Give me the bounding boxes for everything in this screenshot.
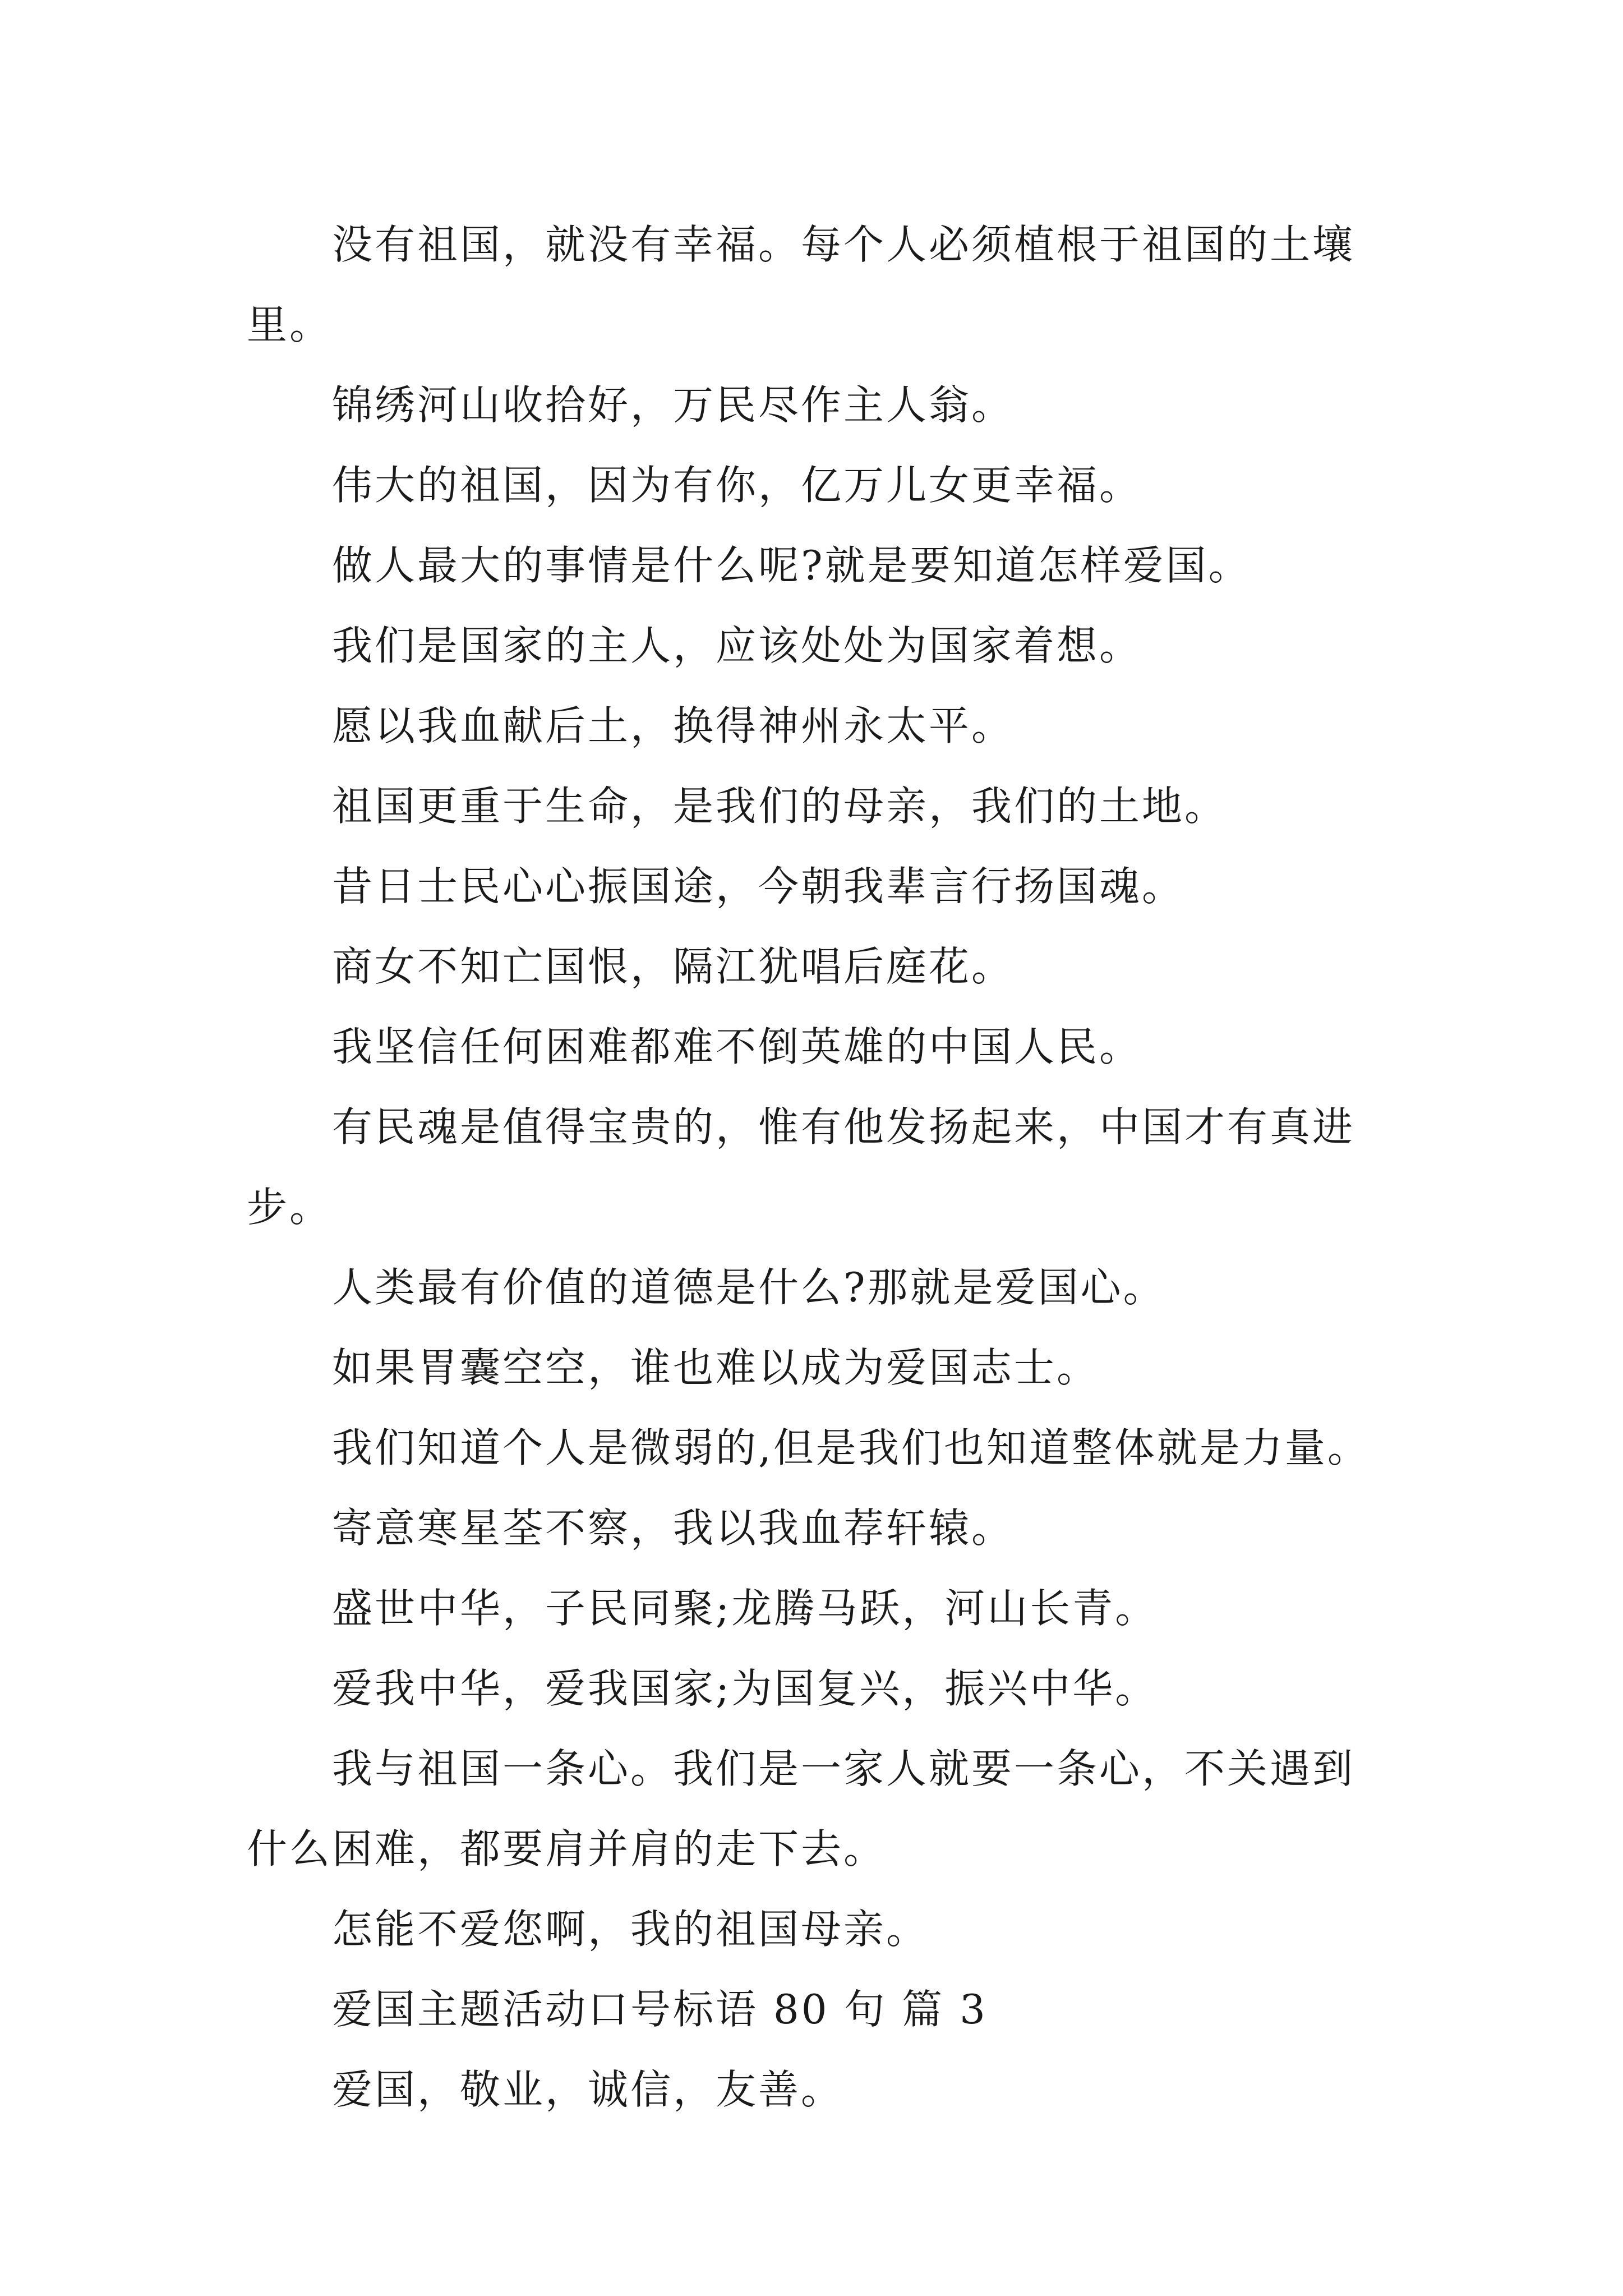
paragraph: 我与祖国一条心。我们是一家人就要一条心，不关遇到什么困难，都要肩并肩的走下去。 [247,1745,1355,1872]
paragraph: 如果胃囊空空，谁也难以成为爱国志士。 [332,1344,1100,1391]
section-heading: 爱国主题活动口号标语 80 句 篇 3 [332,1986,988,2033]
paragraph: 昔日士民心心振国途，今朝我辈言行扬国魂。 [332,863,1185,910]
paragraph: 商女不知亡国恨，隔江犹唱后庭花。 [332,943,1015,990]
paragraph: 盛世中华，子民同聚;龙腾马跃，河山长青。 [332,1585,1158,1632]
paragraph: 我们知道个人是微弱的,但是我们也知道整体就是力量。 [332,1424,1370,1471]
paragraph: 有民魂是值得宝贵的，惟有他发扬起来，中国才有真进步。 [247,1103,1355,1231]
paragraph: 锦绣河山收拾好，万民尽作主人翁。 [332,381,1015,429]
paragraph: 爱国，敬业，诚信，友善。 [332,2066,844,2113]
paragraph: 做人最大的事情是什么呢?就是要知道怎样爱国。 [332,542,1251,589]
paragraph: 人类最有价值的道德是什么?那就是爱国心。 [332,1264,1166,1311]
paragraph: 伟大的祖国，因为有你，亿万儿女更幸福。 [332,462,1142,509]
paragraph: 怎能不爱您啊，我的祖国母亲。 [332,1906,929,1953]
paragraph: 没有祖国，就没有幸福。每个人必须植根于祖国的土壤里。 [247,221,1355,348]
paragraph: 愿以我血献后土，换得神州永太平。 [332,702,1015,749]
document-body [247,205,1380,2130]
paragraph: 祖国更重于生命，是我们的母亲，我们的土地。 [332,783,1228,830]
paragraph: 我坚信任何困难都难不倒英雄的中国人民。 [332,1023,1142,1070]
paragraph: 我们是国家的主人，应该处处为国家着想。 [332,622,1142,669]
paragraph: 爱我中华，爱我国家;为国复兴，振兴中华。 [332,1665,1158,1712]
paragraph: 寄意寒星荃不察，我以我血荐轩辕。 [332,1504,1015,1552]
